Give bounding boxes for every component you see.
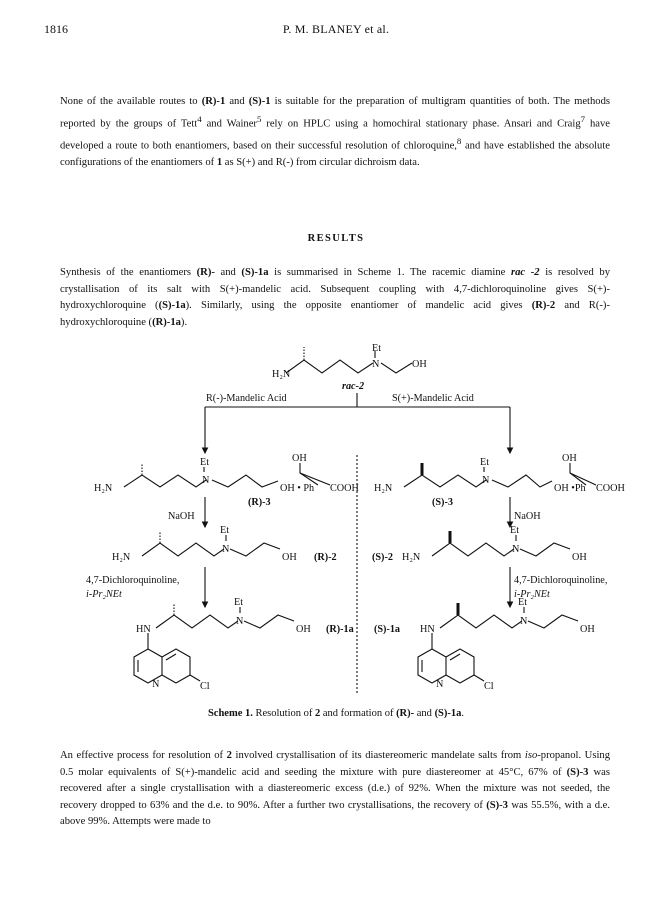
final-paragraph: [60, 748, 610, 831]
oh-label: OH: [282, 552, 297, 563]
rac-2-label: rac-2: [342, 381, 365, 392]
h2n-label: H₂N: [272, 369, 291, 380]
cl-label: Cl: [484, 681, 494, 692]
caption-text: Resolution of: [252, 708, 315, 719]
n-label: N: [222, 544, 230, 555]
caption-text: .: [461, 708, 465, 719]
hn-label: HN: [420, 624, 435, 635]
s-3-structure: [404, 463, 552, 487]
compound-ref: (S)-1a: [434, 708, 462, 719]
italic-prefix: iso: [524, 750, 538, 761]
et-label: Et: [480, 457, 490, 468]
compound-ref: 2: [226, 750, 232, 761]
et-label: Et: [234, 597, 244, 608]
n-label: N: [202, 475, 210, 486]
results-paragraph: [60, 265, 610, 331]
rac-2-structure: [286, 347, 412, 373]
reference-superscript: 7: [580, 113, 586, 124]
s-1a-structure: [418, 603, 578, 683]
caption-text: and formation of: [320, 708, 397, 719]
scheme-1: [0, 335, 672, 705]
reagent-left-1: 4,7-Dichloroquinoline,: [86, 575, 180, 586]
intro-text: have developed a route to both enantiomers, based on their successful resolution of chloroquine,: [60, 118, 610, 152]
compound-ref: 2: [315, 708, 321, 719]
caption-text: and: [414, 708, 435, 719]
ring-n-label: N: [152, 679, 160, 690]
n-label: N: [236, 616, 244, 627]
n-label: N: [520, 616, 528, 627]
compound-ref: 1: [216, 156, 223, 168]
mandelic-acid-right: [570, 463, 596, 485]
intro-text: and Wainer: [201, 118, 257, 130]
mandelic-acid-left: [300, 463, 330, 485]
results-text: is resolved by crystallisation of its salt with S(+)-mandelic acid. Subsequent coupling with 4,7-dichloroquinoline gives S(+)-hydroxychloroquine (: [60, 267, 610, 312]
results-heading: RESULTS: [307, 233, 365, 244]
caption-label: Scheme 1.: [207, 708, 253, 719]
r-2-structure: [142, 531, 280, 556]
h2n-label: H₂N: [94, 483, 113, 494]
reagent-right-2: i-Pr₂NEt: [514, 589, 550, 600]
compound-ref: (R)-2: [531, 300, 556, 312]
compound-ref: (R)-1: [201, 96, 226, 107]
s-2-structure: [432, 531, 570, 556]
naoh-left: NaOH: [168, 511, 195, 522]
n-label: N: [512, 544, 520, 555]
right-branch-label: S(+)-Mandelic Acid: [392, 393, 474, 404]
results-text: ). Similarly, using the opposite enantiomer of mandelic acid gives: [185, 300, 532, 312]
final-text: involved crystallisation of its diastereomeric mandelate salts from: [231, 750, 525, 761]
et-label: Et: [220, 525, 230, 536]
results-text: Synthesis of the enantiomers: [60, 267, 197, 278]
intro-text: is suitable for the preparation of multigram quantities of both. The methods reported by the groups of Tett: [60, 96, 611, 130]
s-3-label: (S)-3: [432, 497, 453, 508]
salt-dot-left: OH • Ph: [280, 483, 315, 494]
scheme-1-drawing: [0, 335, 672, 705]
h2n-label: H₂N: [374, 483, 393, 494]
h2n-label: H₂N: [402, 552, 421, 563]
intro-text: as S(+) and R(-) from circular dichroism data.: [222, 156, 420, 168]
intro-text: rely on HPLC using a homochiral stationary phase. Ansari and Craig: [261, 118, 581, 130]
final-text: was recovered after a single crystallisation with a diastereomeric excess (d.e.) of 92%. When the mixture was not seeded, the recovery dropped to 63% and the d.e. to 90%. After a further two crystallisations, the recovery of: [60, 766, 610, 811]
reference-superscript: 5: [256, 113, 262, 124]
compound-ref: (S)-3: [486, 799, 508, 811]
r-3-label: (R)-3: [248, 497, 271, 508]
compound-ref: (S)-1: [248, 96, 271, 107]
hn-label: HN: [136, 624, 151, 635]
results-text: is summarised in Scheme 1. The racemic diamine: [268, 267, 511, 278]
r-1a-structure: [134, 603, 294, 683]
n-label: N: [482, 475, 490, 486]
final-text: -propanol. Using 0.5 molar equivalents of S(+)-mandelic acid and seeding the mixture with pure diastereomer at 45°C, 67% of: [60, 750, 610, 778]
s-2-label: (S)-2: [372, 552, 393, 563]
compound-ref: (S)-1a: [158, 300, 186, 312]
reference-superscript: 4: [197, 113, 202, 124]
compound-ref: (R)-: [396, 708, 415, 719]
oh-label: OH: [412, 359, 427, 370]
et-label: Et: [510, 525, 520, 536]
salt-dot-right: OH •Ph: [554, 483, 586, 494]
compound-ref: (S)-3: [566, 766, 589, 778]
reference-superscript: 8: [456, 135, 462, 146]
oh-label: OH: [292, 453, 307, 464]
naoh-right: NaOH: [514, 511, 541, 522]
oh-label: OH: [580, 624, 595, 635]
compound-ref: (R)-1a: [152, 316, 181, 328]
cl-label: Cl: [200, 681, 210, 692]
intro-text: and have established the absolute configurations of the enantiomers of: [60, 140, 610, 168]
r-2-label: (R)-2: [314, 552, 337, 563]
r-1a-label: (R)-1a: [326, 624, 354, 635]
branch-lines: [205, 393, 510, 695]
page-number: 1816: [44, 22, 68, 36]
intro-paragraph: [60, 94, 610, 171]
cooh-label: COOH: [596, 483, 625, 494]
et-label: Et: [372, 343, 382, 354]
final-text: was 55.5%, with a d.e. above 99%. Attempts were made to: [60, 799, 610, 828]
h2n-label: H₂N: [112, 552, 131, 563]
n-label: N: [372, 359, 380, 370]
results-text: ).: [180, 316, 188, 328]
oh-label: OH: [296, 624, 311, 635]
left-branch-label: R(-)-Mandelic Acid: [206, 393, 287, 404]
compound-ref: (S)-1a: [241, 267, 269, 278]
final-text: An effective process for resolution of: [60, 750, 227, 761]
scheme-caption: [0, 708, 672, 719]
results-text: and R(-)-hydroxychloroquine (: [60, 300, 610, 328]
et-label: Et: [200, 457, 210, 468]
oh-label: OH: [562, 453, 577, 464]
cooh-label: COOH: [330, 483, 359, 494]
running-head: P. M. BLANEY et al.: [282, 22, 390, 36]
oh-label: OH: [572, 552, 587, 563]
compound-ref: rac -2: [511, 267, 540, 278]
s-1a-label: (S)-1a: [374, 624, 401, 635]
reagent-left-2: i-Pr₂NEt: [86, 589, 122, 600]
compound-ref: (R)-: [196, 267, 215, 278]
results-text: and: [214, 267, 242, 278]
et-label: Et: [518, 597, 528, 608]
ring-n-label: N: [436, 679, 444, 690]
intro-text: None of the available routes to: [60, 96, 202, 107]
reagent-right-1: 4,7-Dichloroquinoline,: [514, 575, 608, 586]
intro-text: and: [225, 96, 249, 107]
